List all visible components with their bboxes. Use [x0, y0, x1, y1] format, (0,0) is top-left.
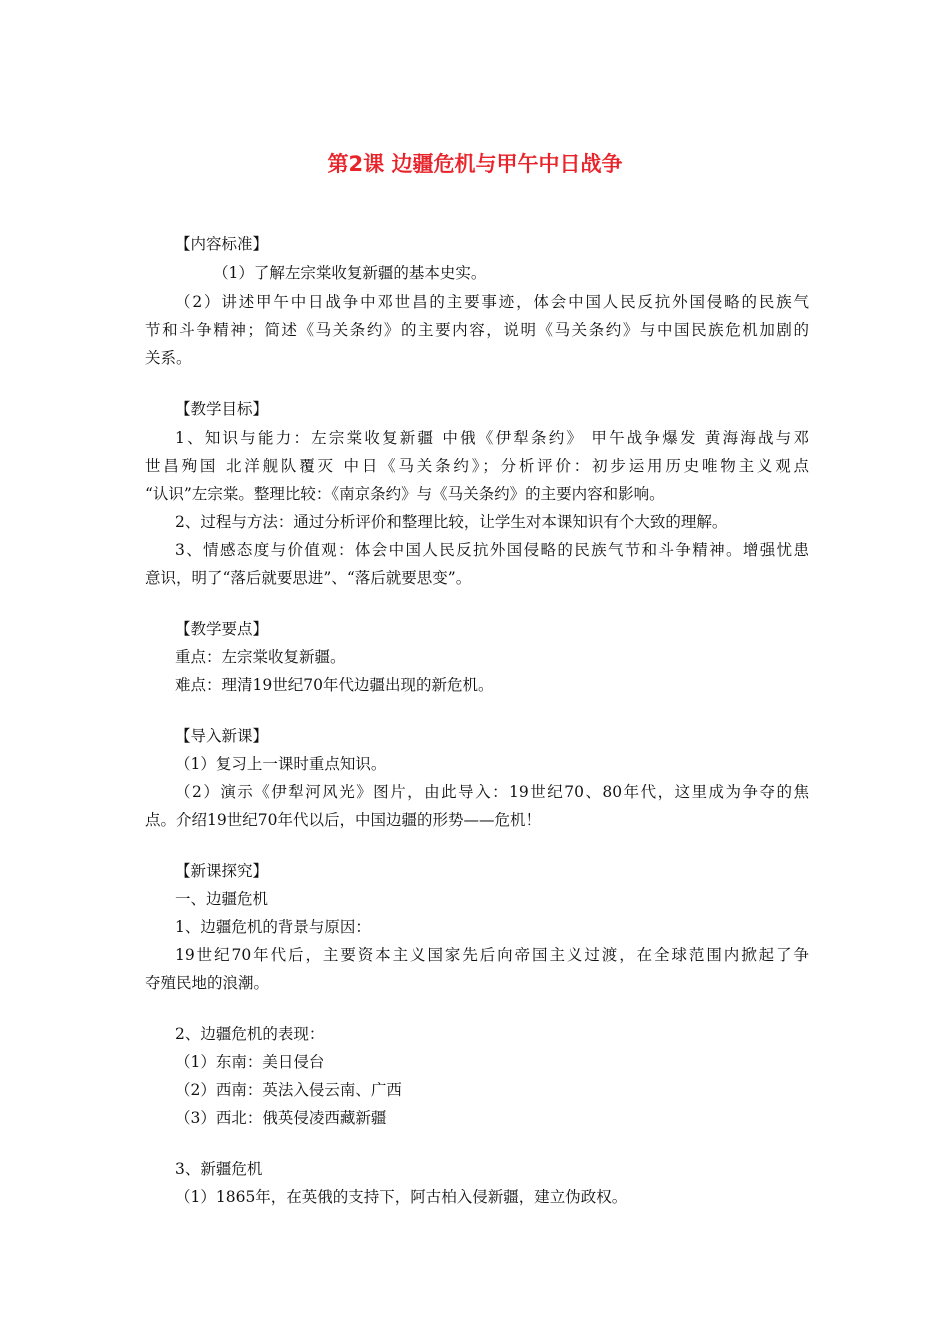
- paragraph-line: 2、过程与方法：通过分析评价和整理比较，让学生对本课知识有个大致的理解。: [175, 513, 728, 531]
- section-heading-new-lesson: 【新课探究】: [175, 862, 269, 880]
- section-heading-content-standard: 【内容标准】: [175, 235, 269, 253]
- document-title: 第2课 边疆危机与甲午中日战争: [327, 152, 623, 176]
- list-item: （2）西南：英法入侵云南、广西: [175, 1081, 402, 1099]
- paragraph-line: 2、边疆危机的表现：: [175, 1025, 325, 1043]
- paragraph-line: 点。介绍19世纪70年代以后，中国边疆的形势——危机！: [145, 811, 541, 829]
- paragraph-line: 世昌殉国 北洋舰队覆灭 中日《马关条约》；分析评价：初步运用历史唯物主义观点: [145, 457, 809, 475]
- paragraph-line: 1、知识与能力：左宗棠收复新疆 中俄《伊犁条约》 甲午战争爆发 黄海海战与邓: [175, 429, 809, 447]
- paragraph-line: 节和斗争精神；简述《马关条约》的主要内容，说明《马关条约》与中国民族危机加剧的: [145, 321, 809, 339]
- paragraph-line: 19世纪70年代后，主要资本主义国家先后向帝国主义过渡，在全球范围内掀起了争: [175, 946, 809, 964]
- section-heading-lesson-intro: 【导入新课】: [175, 727, 269, 745]
- paragraph-line: 一、边疆危机: [175, 890, 269, 908]
- list-item: （3）西北：俄英侵凌西藏新疆: [175, 1109, 387, 1127]
- paragraph-line: （1）了解左宗棠收复新疆的基本史实。: [213, 264, 487, 282]
- paragraph-line: 关系。: [145, 349, 192, 367]
- paragraph-line: 夺殖民地的浪潮。: [145, 974, 270, 992]
- list-item: （1）1865年，在英俄的支持下，阿古柏入侵新疆，建立伪政权。: [175, 1188, 628, 1206]
- paragraph-line: （1）复习上一课时重点知识。: [175, 755, 387, 773]
- paragraph-line: 1、边疆危机的背景与原因：: [175, 918, 371, 936]
- paragraph-line: 3、新疆危机: [175, 1160, 263, 1178]
- section-heading-key-points: 【教学要点】: [175, 620, 269, 638]
- paragraph-line: 意识，明了“落后就要思进”、“落后就要思变”。: [145, 569, 472, 587]
- paragraph-line: （2）讲述甲午中日战争中邓世昌的主要事迹，体会中国人民反抗外国侵略的民族气: [175, 293, 809, 311]
- section-heading-teaching-goals: 【教学目标】: [175, 400, 269, 418]
- paragraph-line: “认识”左宗棠。整理比较：《南京条约》与《马关条约》的主要内容和影响。: [145, 485, 665, 503]
- paragraph-line: 难点：理清19世纪70年代边疆出现的新危机。: [175, 676, 494, 694]
- paragraph-line: （2）演示《伊犁河风光》图片，由此导入：19世纪70、80年代，这里成为争夺的焦: [175, 783, 809, 801]
- paragraph-line: 重点：左宗棠收复新疆。: [175, 648, 346, 666]
- paragraph-line: 3、情感态度与价值观：体会中国人民反抗外国侵略的民族气节和斗争精神。增强忧患: [175, 541, 809, 559]
- list-item: （1）东南：美日侵台: [175, 1053, 325, 1071]
